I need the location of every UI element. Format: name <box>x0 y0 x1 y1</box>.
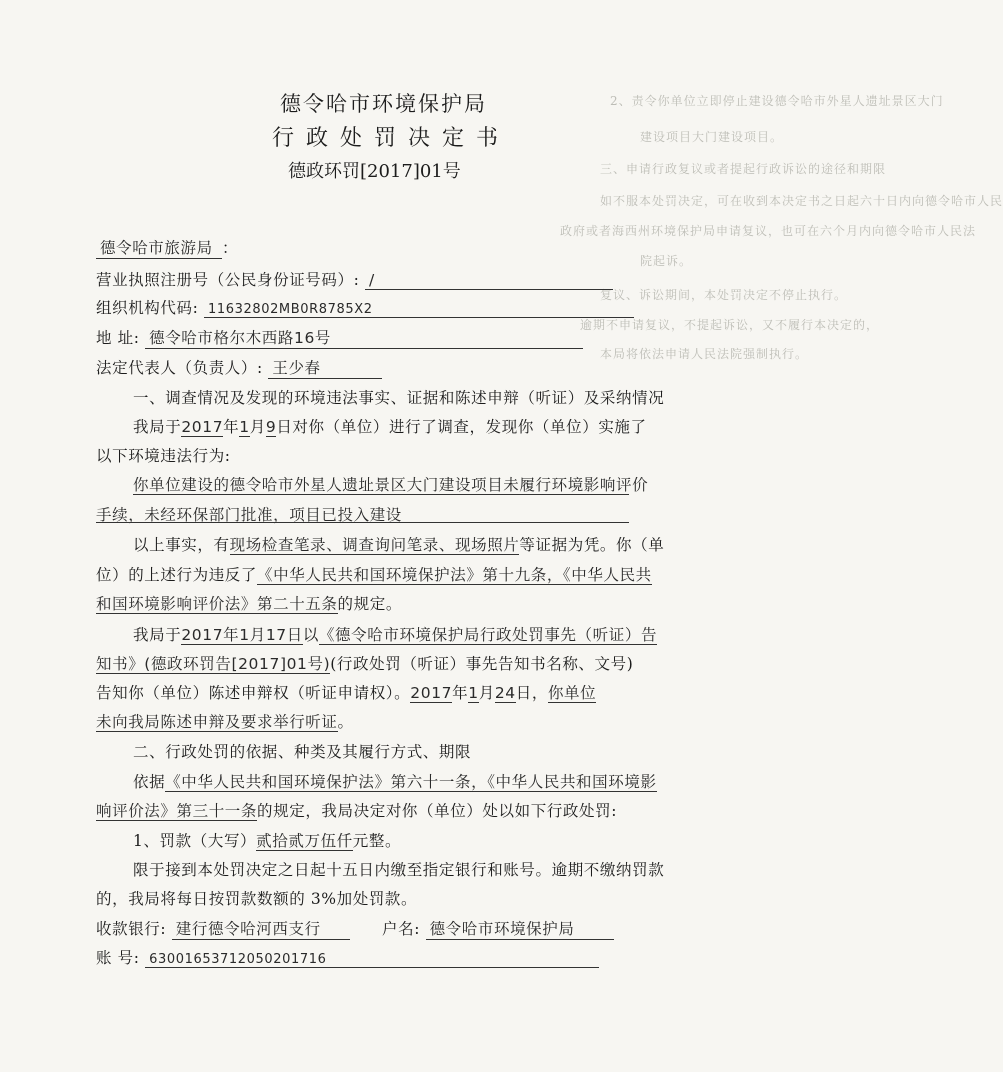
text: 等证据为凭。你（单 <box>519 536 665 554</box>
representative-value: 王少春 <box>268 356 382 379</box>
text: 年 <box>223 418 240 436</box>
party-name-suffix: ： <box>222 239 239 257</box>
bleed-line: 2、责令你单位立即停止建设德令哈市外星人遗址景区大门 <box>610 94 944 108</box>
violation-line-1: 你单位建设的德令哈市外星人遗址景区大门建设项目未履行环境影响评价 <box>133 476 649 494</box>
org-code-label: 组织机构代码: <box>96 299 199 317</box>
bleed-line: 如不服本处罚决定，可在收到本决定书之日起六十日内向德令哈市人民 <box>600 194 1003 208</box>
bleed-line: 逾期不申请复议，不提起诉讼，又不履行本决定的， <box>580 318 880 332</box>
notice-paragraph <box>133 623 657 645</box>
address-label: 地 址: <box>96 329 140 347</box>
text: 1、罚款（大写） <box>133 832 257 850</box>
reply-month: 1 <box>468 684 479 702</box>
party-name: 德令哈市旅游局 <box>96 236 222 259</box>
text: 年 <box>452 684 469 702</box>
reply-paragraph <box>96 681 596 703</box>
bleed-line: 复议、诉讼期间，本处罚决定不停止执行。 <box>600 288 848 302</box>
text: 我局于 <box>133 626 182 644</box>
org-code-value: 11632802MB0R8785X2 <box>204 302 634 318</box>
account-row <box>96 946 599 968</box>
representative-row <box>96 356 382 379</box>
basis-value-1: 《中华人民共和国环境保护法》第六十一条，《中华人民共和国环境影 <box>165 773 657 791</box>
account-holder-row <box>382 917 614 940</box>
text: 的规定，我局决定对你（单位）处以如下行政处罚: <box>257 802 618 820</box>
notice-date: 2017年1月17日 <box>181 626 303 644</box>
law-value-1: 《中华人民共和国环境保护法》第十九条，《中华人民共 <box>257 566 652 584</box>
payment-deadline-line-1: 限于接到本处罚决定之日起十五日内缴至指定银行和账号。逾期不缴纳罚款 <box>133 861 665 879</box>
issuing-authority-title: 德令哈市环境保护局 <box>280 92 487 116</box>
document-number: 德政环罚[2017]01号 <box>288 161 461 182</box>
reply-day: 24 <box>494 684 516 702</box>
text: (行政处罚（听证）事先告知书名称、文号) <box>330 655 634 673</box>
license-value: / <box>365 271 613 290</box>
text: 的规定。 <box>337 595 402 613</box>
org-code-row <box>96 296 634 318</box>
bank-label: 收款银行: <box>96 920 167 938</box>
license-row <box>96 268 613 290</box>
notice-value-1: 《德令哈市环境保护局行政处罚事先（听证）告 <box>318 626 658 644</box>
bank-value: 建行德令哈河西支行 <box>172 917 350 940</box>
text: 以上事实，有 <box>133 536 230 554</box>
investigation-paragraph-cont: 以下环境违法行为: <box>96 447 231 465</box>
underline <box>96 522 629 523</box>
basis-value-2: 响评价法》第三十一条 <box>96 802 258 820</box>
section1-heading: 一、调查情况及发现的环境违法事实、证据和陈述申辩（听证）及采纳情况 <box>133 389 665 407</box>
text: 位）的上述行为违反了 <box>96 566 258 584</box>
document-title: 行政处罚决定书 <box>272 126 511 151</box>
account-label: 账 号: <box>96 949 140 967</box>
account-holder-value: 德令哈市环境保护局 <box>426 917 614 940</box>
text: 月 <box>478 684 495 702</box>
bleed-line: 建设项目大门建设项目。 <box>640 130 784 144</box>
party-name-row <box>96 236 238 259</box>
underline <box>133 494 629 495</box>
representative-label: 法定代表人（负责人）: <box>96 359 263 377</box>
bleed-line: 本局将依法申请人民法院强制执行。 <box>600 347 809 361</box>
text: 告知你（单位）陈述申辩权（听证申请权）。 <box>96 684 411 702</box>
text: 依据 <box>133 773 166 791</box>
account-holder-label: 户名: <box>382 920 421 938</box>
investigation-paragraph <box>133 415 647 437</box>
fine-row <box>133 829 401 851</box>
account-number: 63001653712050201716 <box>145 952 599 968</box>
license-label: 营业执照注册号（公民身份证号码）: <box>96 271 360 289</box>
investigation-year: 2017 <box>181 418 224 436</box>
violation-line-2: 手续，未经环保部门批准，项目已投入建设 <box>96 506 402 524</box>
bank-row <box>96 917 350 940</box>
basis-paragraph <box>133 770 657 792</box>
address-row <box>96 326 583 349</box>
text: 日， <box>515 684 548 702</box>
text: 我局于 <box>133 418 182 436</box>
basis-paragraph-cont <box>96 799 617 821</box>
bleed-line: 政府或者海西州环境保护局申请复议，也可在六个月内向德令哈市人民法 <box>560 224 977 238</box>
law-paragraph-cont <box>96 592 402 614</box>
evidence-paragraph <box>133 533 664 555</box>
bleed-line: 三、申请行政复议或者提起行政诉讼的途径和期限 <box>600 162 887 176</box>
text: 日对你（单位）进行了调查，发现你（单位）实施了 <box>276 418 647 436</box>
reply-year: 2017 <box>410 684 453 702</box>
investigation-day: 9 <box>265 418 277 436</box>
section2-heading: 二、行政处罚的依据、种类及其履行方式、期限 <box>133 743 472 761</box>
payment-deadline-line-2: 的，我局将每日按罚款数额的 3%加处罚款。 <box>96 890 418 908</box>
reply-value-1: 你单位 <box>547 684 597 702</box>
law-value-2: 和国环境影响评价法》第二十五条 <box>96 595 338 613</box>
fine-amount: 贰拾贰万伍仟 <box>256 832 353 850</box>
evidence-value: 现场检查笔录、调查询问笔录、现场照片 <box>229 536 520 554</box>
address-value: 德令哈市格尔木西路16号 <box>145 326 583 349</box>
text: 月 <box>249 418 266 436</box>
investigation-month: 1 <box>239 418 250 436</box>
text: 元整。 <box>352 832 402 850</box>
notice-value-2: 知书》(德政环罚告[2017]01号) <box>96 655 331 673</box>
bleed-line: 院起诉。 <box>640 254 693 268</box>
reply-paragraph-cont <box>96 710 354 732</box>
notice-paragraph-cont <box>96 652 633 674</box>
reply-value-2: 未向我局陈述申辩及要求举行听证 <box>96 713 338 731</box>
law-paragraph <box>96 563 652 585</box>
text: 以 <box>302 626 319 644</box>
text: 。 <box>337 713 354 731</box>
